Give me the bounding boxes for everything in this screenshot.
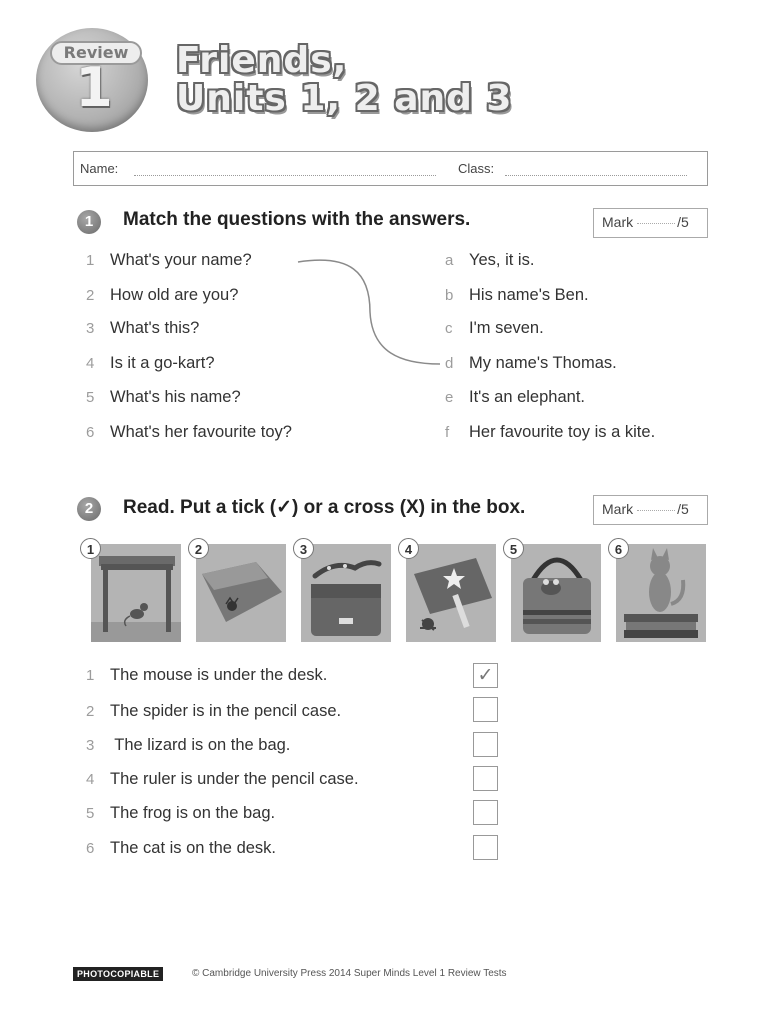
mark-label: Mark bbox=[602, 501, 634, 517]
answer-text: His name's Ben. bbox=[469, 286, 589, 304]
statement-text: The lizard is on the bag. bbox=[110, 736, 291, 754]
question-text: How old are you? bbox=[110, 286, 239, 304]
example-match-line bbox=[290, 252, 450, 372]
mark-score-field[interactable] bbox=[637, 223, 675, 224]
class-field[interactable] bbox=[505, 175, 687, 176]
exercise-1-number: 1 bbox=[77, 210, 101, 234]
question-number: 1 bbox=[86, 252, 95, 269]
picture-number: 1 bbox=[80, 538, 101, 559]
mark-label: Mark bbox=[602, 214, 634, 230]
question-number: 6 bbox=[86, 424, 95, 441]
answer-text: Yes, it is. bbox=[469, 251, 535, 269]
question-number: 2 bbox=[86, 287, 95, 304]
statement-text: The spider is in the pencil case. bbox=[110, 702, 342, 720]
picture-spider-pencil-case bbox=[196, 544, 286, 642]
picture-cat-books bbox=[616, 544, 706, 642]
answer-text: Her favourite toy is a kite. bbox=[469, 423, 656, 441]
page-title-line-1: Friends, bbox=[176, 40, 348, 81]
books-illustration bbox=[616, 544, 706, 642]
answer-letter: b bbox=[445, 287, 454, 304]
question-text: What's her favourite toy? bbox=[110, 423, 292, 441]
answer-letter: c bbox=[445, 320, 453, 337]
picture-frog-bag bbox=[511, 544, 601, 642]
name-class-box bbox=[73, 151, 708, 186]
exercise-2-mark-box bbox=[593, 495, 708, 525]
review-badge-label: Review bbox=[50, 41, 142, 65]
picture-mouse-under-desk bbox=[91, 544, 181, 642]
answer-checkbox[interactable] bbox=[473, 697, 498, 722]
mark-score-field[interactable] bbox=[637, 510, 675, 511]
answer-checkbox[interactable] bbox=[473, 732, 498, 757]
bag-illustration bbox=[301, 544, 391, 642]
statement-number: 2 bbox=[86, 703, 95, 720]
picture-number: 4 bbox=[398, 538, 419, 559]
class-label: Class: bbox=[458, 161, 495, 176]
desk-illustration bbox=[91, 544, 181, 642]
statement-number: 4 bbox=[86, 771, 95, 788]
question-text: What's your name? bbox=[110, 251, 252, 269]
answer-checkbox[interactable] bbox=[473, 835, 498, 860]
picture-number: 3 bbox=[293, 538, 314, 559]
name-label: Name: bbox=[80, 161, 119, 176]
answer-text: My name's Thomas. bbox=[469, 354, 617, 372]
exercise-1-mark-box bbox=[593, 208, 708, 238]
copyright-text: © Cambridge University Press 2014 Super Minds Level 1 Review Tests bbox=[192, 968, 507, 979]
exercise-2-instruction: Read. Put a tick (✓) or a cross (X) in the box. bbox=[123, 497, 526, 518]
answer-text: It's an elephant. bbox=[469, 388, 585, 406]
statement-number: 6 bbox=[86, 840, 95, 857]
mark-total: /5 bbox=[677, 214, 689, 230]
question-number: 3 bbox=[86, 320, 95, 337]
exercise-2-number: 2 bbox=[77, 497, 101, 521]
bag-illustration bbox=[511, 544, 601, 642]
statement-number: 1 bbox=[86, 667, 95, 684]
answer-letter: e bbox=[445, 389, 454, 406]
picture-ruler-pencil-case bbox=[406, 544, 496, 642]
statement-number: 5 bbox=[86, 805, 95, 822]
pencil-case-illustration bbox=[406, 544, 496, 642]
question-text: Is it a go-kart? bbox=[110, 354, 215, 372]
answer-checkbox[interactable] bbox=[473, 766, 498, 791]
answer-text: I'm seven. bbox=[469, 319, 544, 337]
answer-letter: f bbox=[445, 424, 450, 441]
picture-lizard-bag bbox=[301, 544, 391, 642]
picture-number: 5 bbox=[503, 538, 524, 559]
answer-checkbox[interactable] bbox=[473, 800, 498, 825]
pencil-case-illustration bbox=[196, 544, 286, 642]
question-text: What's this? bbox=[110, 319, 200, 337]
answer-letter: d bbox=[445, 355, 454, 372]
statement-text: The frog is on the bag. bbox=[110, 804, 276, 822]
statement-text: The ruler is under the pencil case. bbox=[110, 770, 359, 788]
statement-text: The cat is on the desk. bbox=[110, 839, 277, 857]
page-title-line-2: Units 1, 2 and 3 bbox=[176, 78, 513, 119]
picture-number: 6 bbox=[608, 538, 629, 559]
photocopiable-label: PHOTOCOPIABLE bbox=[73, 967, 163, 981]
mark-total: /5 bbox=[677, 501, 689, 517]
exercise-1-instruction: Match the questions with the answers. bbox=[123, 209, 471, 230]
name-field[interactable] bbox=[134, 175, 436, 176]
question-text: What's his name? bbox=[110, 388, 241, 406]
picture-number: 2 bbox=[188, 538, 209, 559]
answer-checkbox[interactable]: ✓ bbox=[473, 663, 498, 688]
statement-text: The mouse is under the desk. bbox=[110, 666, 328, 684]
question-number: 5 bbox=[86, 389, 95, 406]
answer-letter: a bbox=[445, 252, 454, 269]
review-badge-number: 1 bbox=[75, 56, 113, 119]
statement-number: 3 bbox=[86, 737, 95, 754]
question-number: 4 bbox=[86, 355, 95, 372]
